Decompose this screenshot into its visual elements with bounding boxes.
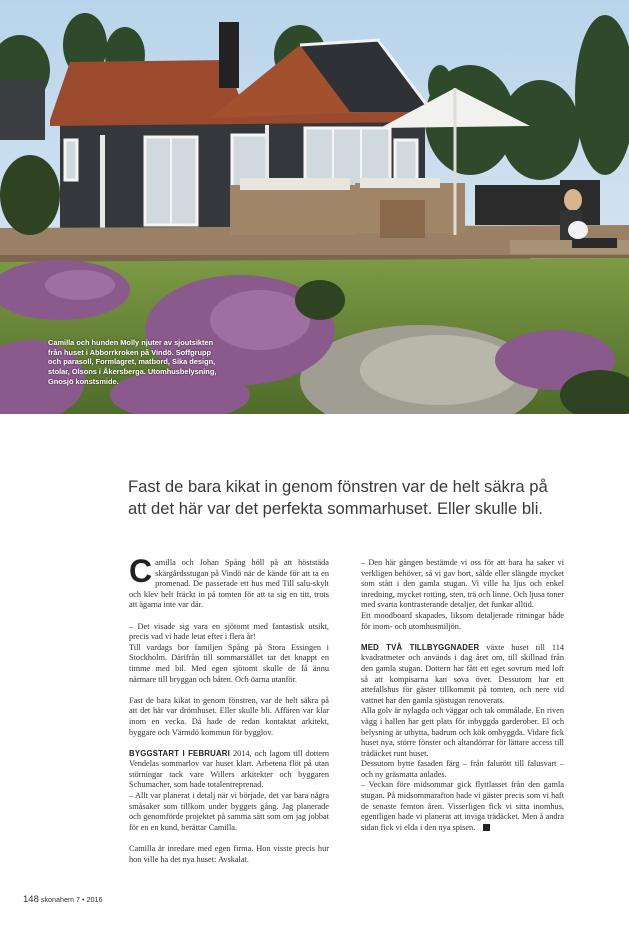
paragraph: [361, 780, 564, 833]
page-footer: [23, 894, 103, 905]
magazine-name: skonahem: [40, 895, 75, 904]
dropcap: C: [129, 553, 153, 589]
paragraph: – Allt var planerat i detalj när vi började, det var bara några småsaker som tillkom under byggets gång. Jag planerade och genomförde projektet på samma sätt som om jag jobbat för en en kund, berättar Camilla.: [129, 791, 329, 832]
right-column: [361, 558, 564, 844]
paragraph: Camilla är inredare med egen firma. Hon visste precis hur hon ville ha det nya huset: Avskalat.: [129, 844, 329, 864]
issue-number: 7 • 2016: [76, 895, 103, 904]
paragraph-text: växte huset till 114 kvadratmeter och används i dag året om, till skillnad från den gamla stugan. Dottern har fått ett eget sovrum med loft så att kompisarna kan sova över. Dessutom har ett attefallshus för gäster tillkommit på tomten, och nere vid vattnet har den gamla sjöstugan renoverats.: [361, 642, 565, 705]
paragraph: [129, 553, 329, 611]
subheading-byggstart: BYGGSTART I FEBRUARI: [129, 748, 230, 758]
paragraph: Dessutom bytte fasaden färg – från falurött till falusvart – och ny gräsmatta anlades.: [361, 759, 564, 779]
paragraph-text: 2014, och lagom till dottern Vendelas sommarlov var huset klart. Arbetena flöt på utan störningar tack vare Willers arkitekter och byggaren Schumacher, som hade totalentreprenad.: [129, 748, 329, 790]
left-column: [129, 553, 329, 876]
subheading-tillbyggnader: MED TVÅ TILLBYGGNADER: [361, 642, 480, 652]
paragraph-text: – Veckan före midsommar gick flyttlasset från den gamla stugan. På midsommarafton hade vi gäster precis som vi haft de senaste femton åren. Visserligen fick vi sitta inomhus, egentligen hade vi planerat att inviga trädäcket. Men å andra sidan fick vi elda i den nya spisen.: [361, 780, 564, 832]
paragraph: Alla golv är nylagda och väggar och tak ommålade. En riven vägg i hallen har gett plats för inbyggda garderober. El och belysning är utbytta, badrum och kök ombyggda. Vidare fick huset nya, större fönster och altandörrar för lättare access till trädäcket runt huset.: [361, 706, 564, 758]
paragraph: Till vardags bor familjen Spång på Stora Essingen i Stockholm. Därifrån till sommarstället tar det knappt en timme med bil. Med egen sjötomt skulle de få ännu närmare till bryggan och båten. Och öarna utanför.: [129, 642, 329, 684]
paragraph: [129, 749, 329, 791]
rattan-sofa: [230, 178, 465, 235]
paragraph-text: amilla och Johan Spång höll på att höststäda skärgårdsstugan på Vindö när de kände för att ta en promenad. De passerade ett hus med Till salu-skylt och klev helt fräckt in på tomten för att ta sig en titt, trots att ägarna inte var där.: [129, 558, 329, 610]
lead-text: Fast de bara kikat in genom fönstren var de helt säkra på att det här var det perfekta sommarhuset. Eller skulle bli.: [128, 477, 548, 518]
paragraph: – Den här gången bestämde vi oss för att bara ha saker vi verkligen behöver, så vi gav bort, sålde eller slängde mycket som stått i den gamla stugan. Vi ville ha ljus och enkel inredning, mycket rotting, sten, trä och linne. Och ljusa toner med svarta kontrasterande detaljer, det funkar alltid.: [361, 558, 564, 610]
paragraph: Ett moodboard skapades, liksom detaljerade ritningar både för inom- och utomhusmiljön.: [361, 610, 564, 631]
photo-caption: Camilla och hunden Molly njuter av sjoutsikten från huset i Abborrkroken på Vindö. Soffgrupp och parasoll, Formlagret, matbord, Sika design, stolar, Olsons i Åkersberga. Utomhusbelysning, Gnosjö konstsmide.: [48, 338, 217, 386]
paragraph: – Det visade sig vara en sjötomt med fantastisk utsikt, precis vad vi hade letat efter i flera år!: [129, 621, 329, 642]
paragraph: [361, 643, 564, 707]
paragraph: Fast de bara kikat in genom fönstren, var de helt säkra på att det här var drömhuset. Eller skulle bli. Affären var klar inom en vecka. Då hade de redan kontaktat arkitekt, byggare och Värmdö kommun för bygglov.: [129, 695, 329, 737]
page-number: 148: [23, 894, 39, 905]
chair: [380, 200, 425, 238]
end-square-icon: [483, 824, 490, 831]
